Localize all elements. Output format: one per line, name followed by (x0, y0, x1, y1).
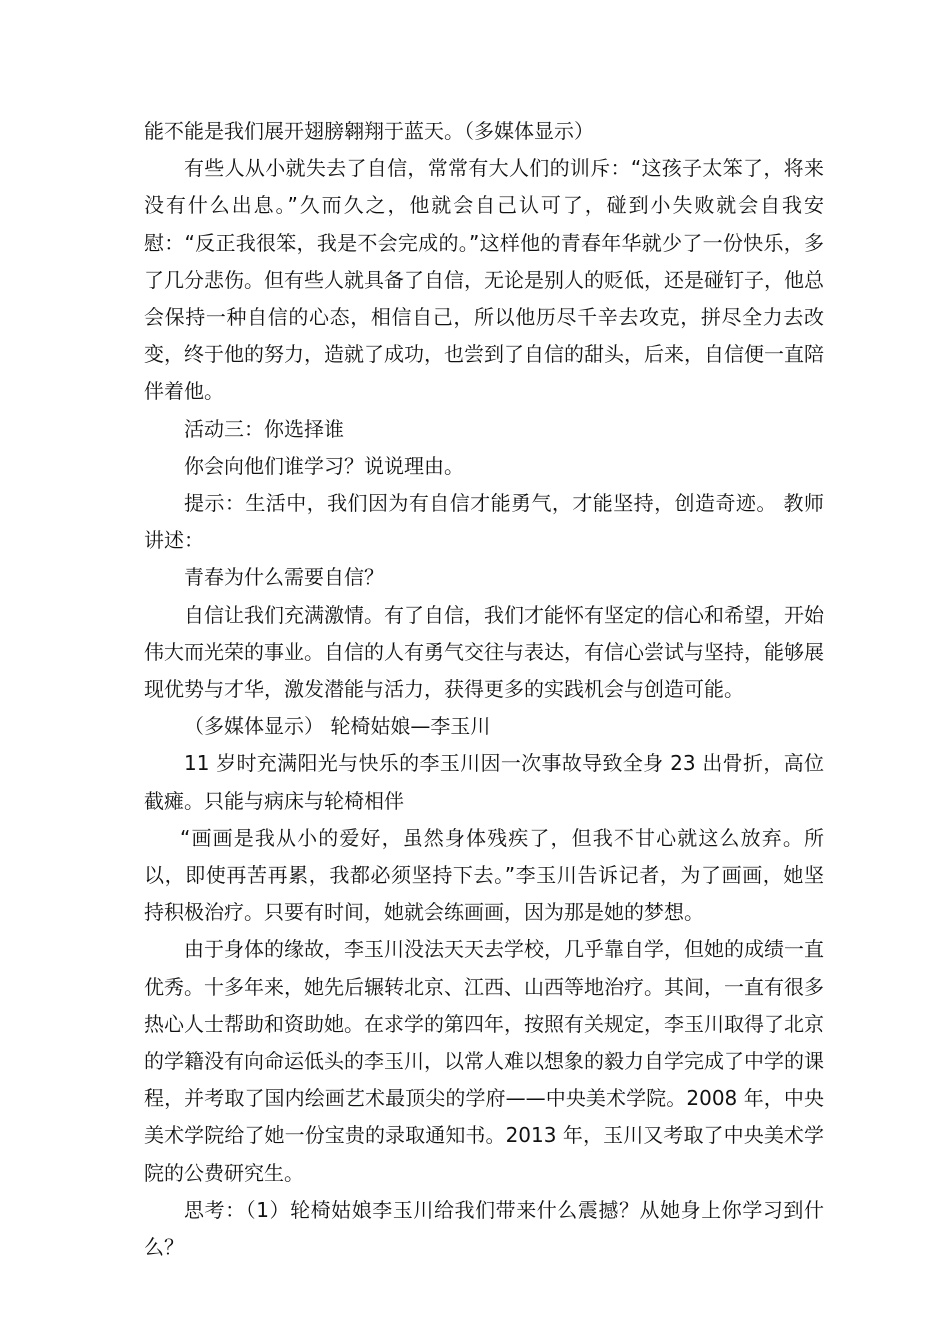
activity-question: 你会向他们谁学习？说说理由。 (184, 453, 464, 478)
document-body (144, 113, 824, 1266)
hint-paragraph: 提示：生活中，我们因为有自信才能勇气，才能坚持，创造奇迹。 教师讲述： (144, 491, 824, 553)
reflection-question: 思考：（1）轮椅姑娘李玉川给我们带来什么震撼？从她身上你学习到什么？ (144, 1197, 824, 1260)
paragraph-continuation: 能不能是我们展开翅膀翱翔于蓝天。（多媒体显示） (144, 119, 594, 143)
confidence-explanation: 自信让我们充满激情。有了自信，我们才能怀有坚定的信心和希望，开始伟大而光荣的事业。自信的人有勇气交往与表达，有信心尝试与坚持，能够展现优势与才华，激发潜能与活力，获得更多的实践机会与创造可能。 (144, 602, 824, 702)
activity-three-heading: 活动三：你选择谁 (184, 416, 344, 441)
why-confidence-question: 青春为什么需要自信？ (184, 565, 384, 590)
multimedia-title: （多媒体显示） 轮椅姑娘—李玉川 (184, 714, 491, 739)
story-intro: 11 岁时充满阳光与快乐的李玉川因一次事故导致全身 23 出骨折，高位截瘫。只能与病床与轮椅相伴 (144, 751, 824, 813)
story-detail: 由于身体的缘故，李玉川没法天天去学校，几乎靠自学，但她的成绩一直优秀。十多年来，她先后辗转北京、江西、山西等地治疗。其间，一直有很多热心人士帮助和资助她。在求学的第四年，按照有关规定，李玉川取得了北京的学籍没有向命运低头的李玉川，以常人难以想象的毅力自学完成了中学的课程，并考取了国内绘画艺术最顶尖的学府——中央美术学院。2008 年，中央美术学院给了她一份宝贵的录取通知书。2013 年，玉川又考取了中央美术学院的公费研究生。 (144, 937, 824, 1185)
paragraph-confidence-story: 有些人从小就失去了自信，常常有大人们的训斥：“这孩子太笨了，将来没有什么出息。”久而久之，他就会自己认可了，碰到小失败就会自我安慰：“反正我很笨，我是不会完成的。”这样他的青春年华就少了一份快乐，多了几分悲伤。但有些人就具备了自信，无论是别人的贬低，还是碰钉子，他总会保持一种自信的心态，相信自己，所以他历尽千辛去攻克，拼尽全力去改变，终于他的努力，造就了成功，也尝到了自信的甜头，后来，自信便一直陪伴着他。 (144, 156, 824, 404)
story-quote: “画画是我从小的爱好，虽然身体残疾了，但我不甘心就这么放弃。所以，即使再苦再累，我都必须坚持下去。”李玉川告诉记者，为了画画，她坚持积极治疗。只要有时间，她就会练画画，因为那是她的梦想。 (144, 825, 824, 925)
